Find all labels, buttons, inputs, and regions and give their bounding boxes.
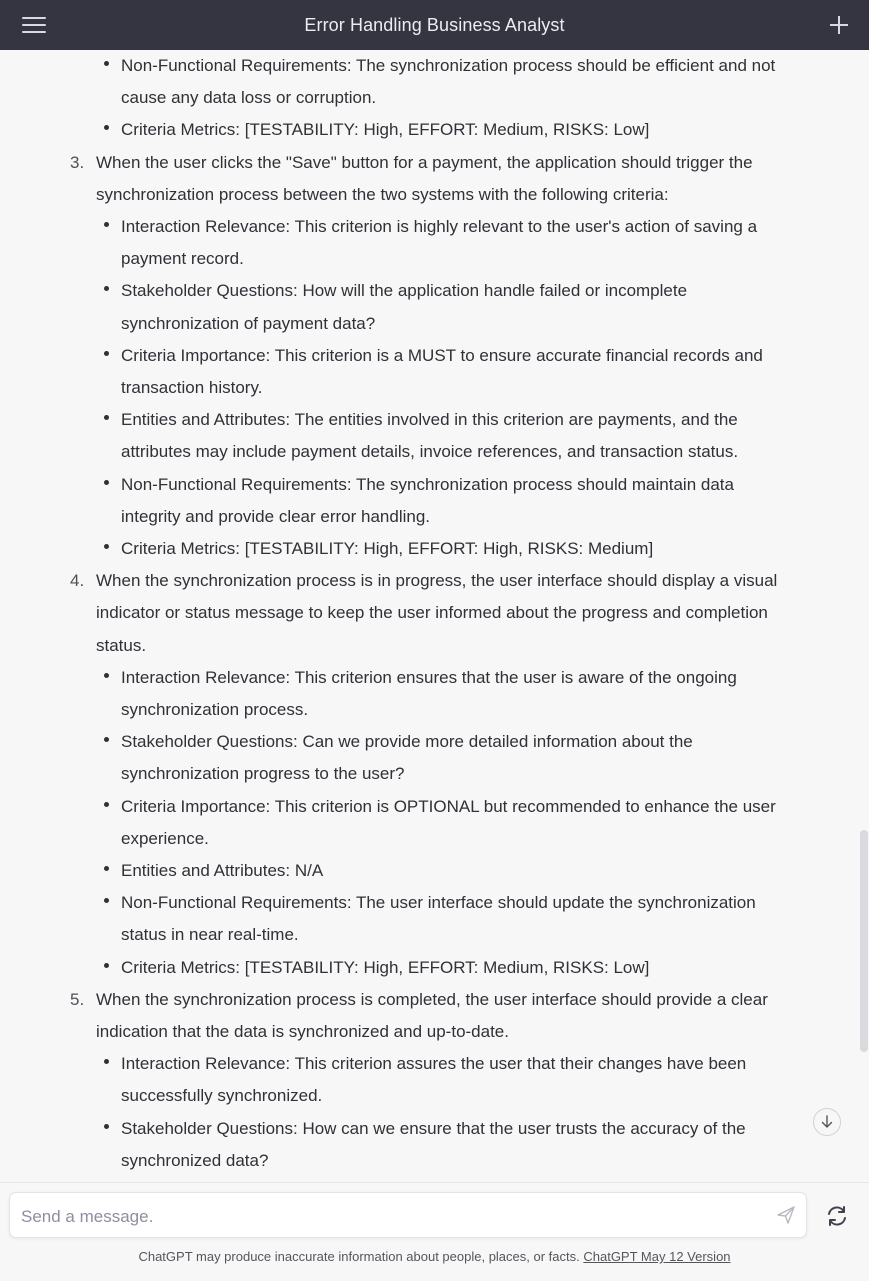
top-bar [0, 0, 869, 50]
bullet-item: Entities and Attributes: N/A [121, 855, 323, 887]
text-line: synchronization process. [121, 700, 309, 719]
message-input[interactable] [19, 1203, 763, 1231]
text-line: experience. [121, 828, 209, 848]
disclaimer-text: ChatGPT may produce inaccurate information about people, places, or facts. [138, 1249, 580, 1264]
bullet-item: Entities and Attributes: The entities involved in this criterion are payments, and the [121, 404, 738, 436]
scrollbar-thumb[interactable] [860, 830, 868, 1052]
numbered-item: When the synchronization process is in progress, the user interface should display a visual [96, 571, 778, 591]
numbered-item: When the synchronization process is completed, the user interface should provide a clear [96, 989, 768, 1009]
bullet-item: Criteria Importance: This criterion is a MUST to ensure accurate financial records and [121, 340, 763, 372]
bullet-item: Criteria Metrics: [TESTABILITY: High, EFFORT: High, RISKS: Medium] [121, 533, 653, 565]
refresh-icon [824, 1203, 850, 1229]
text-line: integrity and provide clear error handling. [121, 506, 431, 526]
text-line: payment record. [121, 249, 244, 269]
scrollbar[interactable] [859, 50, 869, 1182]
bullet-item: Criteria Metrics: [TESTABILITY: High, EFFORT: Medium, RISKS: Low] [121, 114, 649, 146]
scroll-to-bottom-button[interactable] [813, 1108, 841, 1136]
bullet-item: Stakeholder Questions: Can we provide more detailed information about the [121, 726, 693, 758]
paper-plane-icon [776, 1205, 796, 1225]
bullet-item: Non-Functional Requirements: The synchronization process should maintain data [121, 469, 734, 501]
new-chat-plus-icon[interactable] [827, 13, 851, 37]
text-line: successfully synchronized. [121, 1086, 323, 1106]
chat-title: Error Handling Business Analyst [304, 14, 565, 35]
bullet-item: Non-Functional Requirements: The user interface should update the synchronization [121, 887, 756, 919]
text-line: synchronization of payment data? [121, 313, 376, 333]
footer-disclaimer [0, 1249, 869, 1264]
bullet-item: Stakeholder Questions: How can we ensure that the user trusts the accuracy of the [121, 1113, 746, 1145]
hamburger-menu-icon[interactable] [22, 14, 48, 36]
text-line: status in near real-time. [121, 925, 299, 945]
bullet-item: Interaction Relevance: This criterion assures the user that their changes have been [121, 1048, 746, 1080]
bullet-item: Interaction Relevance: This criterion is highly relevant to the user's action of saving a [121, 211, 757, 243]
send-button[interactable] [776, 1205, 798, 1227]
bullet-item: Interaction Relevance: This criterion ensures that the user is aware of the ongoing [121, 662, 737, 694]
text-line: transaction history. [121, 378, 263, 397]
composer-area [0, 1182, 869, 1281]
text-line: cause any data loss or corruption. [121, 88, 377, 108]
text-line: status. [96, 635, 147, 655]
arrow-down-icon [820, 1115, 834, 1129]
regenerate-button[interactable] [824, 1203, 850, 1229]
bullet-item: Criteria Metrics: [TESTABILITY: High, EFFORT: Medium, RISKS: Low] [121, 952, 649, 984]
list-number: 4. [70, 571, 85, 591]
text-line: attributes may include payment details, invoice references, and transaction status. [121, 442, 739, 462]
text-line: synchronization process between the two systems with the following criteria: [96, 184, 669, 204]
list-number: 5. [70, 989, 85, 1009]
list-number: 3. [70, 152, 85, 172]
bullet-item: Criteria Importance: This criterion is OPTIONAL but recommended to enhance the user [121, 791, 776, 823]
text-line: indicator or status message to keep the user informed about the progress and completion [96, 603, 768, 623]
bullet-item: Stakeholder Questions: How will the application handle failed or incomplete [121, 275, 687, 307]
numbered-item: When the user clicks the "Save" button for a payment, the application should trigger the [96, 152, 753, 172]
text-line: indication that the data is synchronized and up-to-date. [96, 1022, 509, 1041]
conversation-area[interactable] [0, 50, 869, 1182]
text-line: synchronized data? [121, 1150, 269, 1170]
message-composer [9, 1192, 807, 1238]
text-line: synchronization progress to the user? [121, 764, 405, 784]
bullet-item: Non-Functional Requirements: The synchronization process should be efficient and not [121, 50, 775, 82]
version-link[interactable]: ChatGPT May 12 Version [583, 1249, 731, 1264]
